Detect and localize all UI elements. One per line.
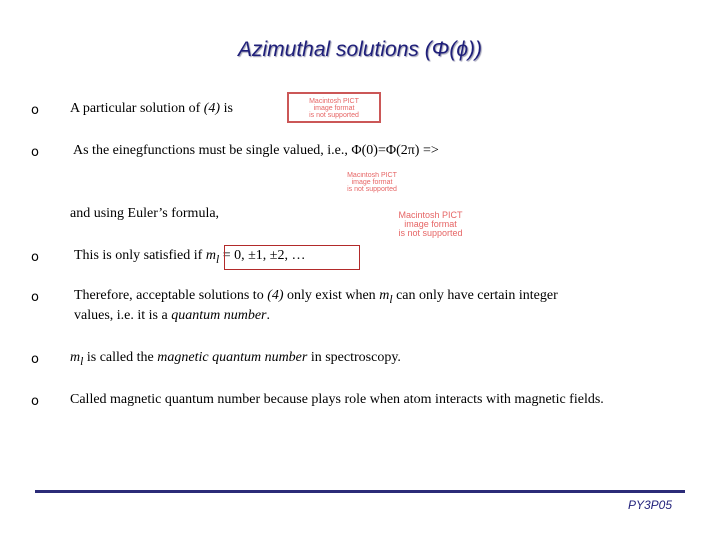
bullet-text-magnetic-fields: Called magnetic quantum number because plays role when atom interacts with magnetic fields.: [70, 392, 604, 407]
text-segment: in spectroscopy.: [307, 350, 401, 365]
text-segment: is called the: [83, 350, 158, 365]
highlight-box: [224, 245, 360, 270]
pict-text: is not supported: [309, 112, 359, 119]
subscript-l: l: [215, 252, 220, 266]
bullet-marker: o: [31, 145, 39, 160]
equation-ref: (4): [203, 101, 221, 116]
bullet-text-magnetic-quantum-number: [70, 350, 401, 368]
symbol-m: m: [205, 248, 216, 263]
text-segment: values, i.e. it is a: [74, 308, 172, 323]
equation-ref: (4): [267, 288, 284, 303]
symbol-m: m: [70, 350, 81, 365]
text-segment: is: [220, 101, 233, 116]
pict-text: Macintosh PICT: [347, 172, 397, 179]
term-quantum-number: quantum number: [171, 308, 267, 323]
pict-text: image format: [351, 179, 393, 186]
unsupported-image-placeholder: [287, 92, 381, 123]
bullet-text-acceptable-solutions: [74, 288, 558, 306]
text-segment: This is only satisfied if: [74, 248, 206, 263]
text-segment: only exist when: [283, 288, 380, 303]
pict-text: Macintosh PICT: [309, 98, 359, 105]
bullet-marker: o: [31, 290, 39, 305]
bullet-marker: o: [31, 394, 39, 409]
bullet-text-quantum-number: [74, 308, 270, 324]
text-segment: Therefore, acceptable solutions to: [74, 288, 268, 303]
pict-text: image format: [313, 105, 355, 112]
bullet-text-particular-solution: [70, 101, 233, 117]
text-segment: A particular solution of: [70, 101, 204, 116]
unsupported-image-placeholder: [353, 211, 508, 238]
bullet-marker: o: [31, 250, 39, 265]
text-segment: .: [266, 308, 270, 323]
bullet-marker: o: [31, 352, 39, 367]
text-segment: = 0, ±1, ±2, …: [219, 248, 306, 263]
bullet-marker: o: [31, 103, 39, 118]
subscript-l: l: [389, 292, 393, 306]
footer-divider: [35, 490, 685, 493]
pict-text: Macintosh PICT: [398, 210, 463, 220]
bullet-text-single-valued: As the einegfunctions must be single valued, i.e., Φ(0)=Φ(2π) =>: [73, 143, 439, 158]
euler-formula-text: and using Euler’s formula,: [70, 206, 220, 221]
pict-text: is not supported: [347, 186, 397, 193]
symbol-m: m: [379, 288, 390, 303]
unsupported-image-placeholder: [322, 172, 422, 193]
pict-text: is not supported: [398, 228, 463, 238]
subscript-l: l: [80, 354, 84, 368]
term-magnetic-quantum-number: magnetic quantum number: [157, 350, 308, 365]
footer-course-code: PY3P05: [627, 498, 672, 512]
slide-title: Azimuthal solutions (Φ(ϕ)): [238, 38, 482, 61]
text-segment: can only have certain integer: [392, 288, 558, 303]
pict-text: image format: [404, 219, 457, 229]
